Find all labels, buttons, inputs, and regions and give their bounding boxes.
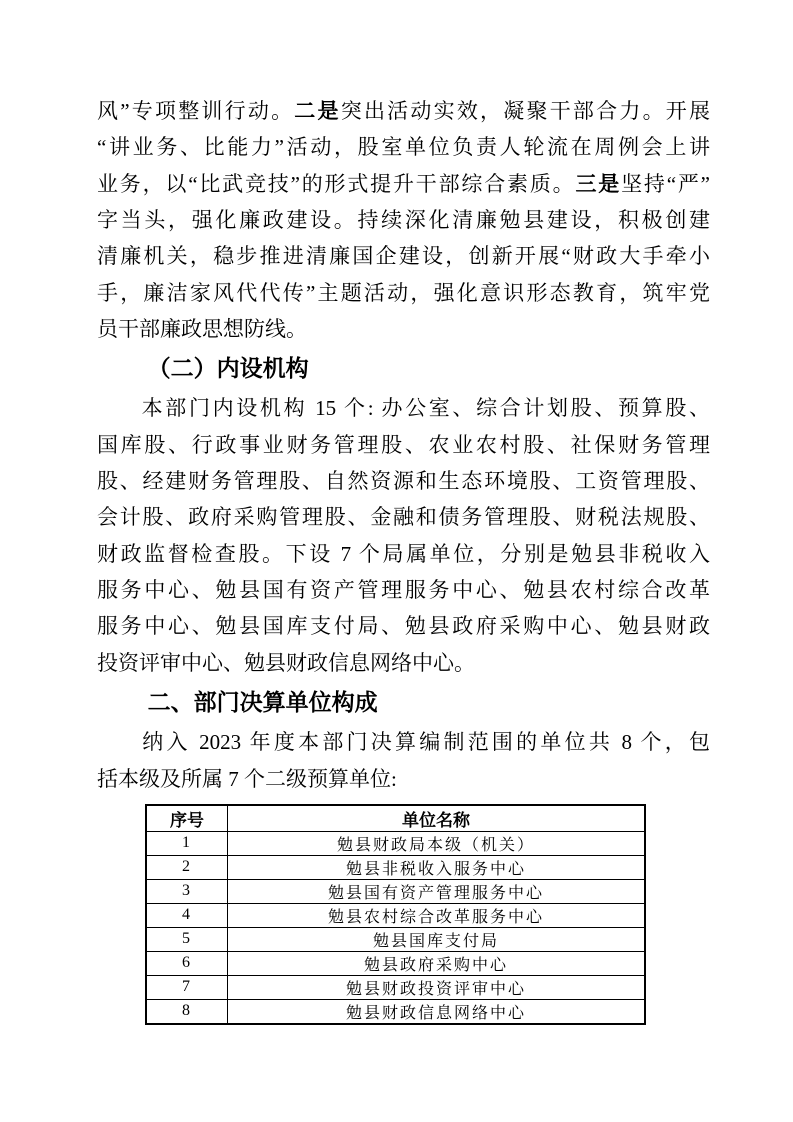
text-segment: 风”专项整训行动。 bbox=[97, 99, 295, 123]
cell-unit-name: 勉县财政局本级（机关） bbox=[228, 831, 646, 855]
paragraph-internal-org bbox=[97, 390, 710, 681]
text-segment: 字当头，强化廉政建设。持续深化清廉勉县建设，积极创建 bbox=[97, 208, 710, 233]
cell-serial-number: 3 bbox=[146, 879, 228, 903]
units-table-header-no: 序号 bbox=[146, 805, 228, 832]
text-segment: 会计股、政府采购管理股、金融和债务管理股、财税法规股、 bbox=[97, 505, 710, 530]
text-segment: 国库股、行政事业财务管理股、农业农村股、社保财务管理 bbox=[97, 432, 710, 457]
text-line bbox=[97, 536, 710, 572]
text-line bbox=[97, 275, 710, 311]
text-line bbox=[97, 761, 710, 797]
text-segment: 股、经建财务管理股、自然资源和生态环境股、工资管理股、 bbox=[97, 469, 710, 494]
cell-unit-name: 勉县政府采购中心 bbox=[228, 951, 646, 975]
text-line bbox=[97, 238, 710, 274]
paragraph-unit-scope bbox=[97, 724, 710, 797]
text-segment: 服务中心、勉县国有资产管理服务中心、勉县农村综合改革 bbox=[97, 578, 710, 603]
text-line bbox=[97, 572, 710, 608]
units-table-body bbox=[146, 831, 645, 1024]
cell-unit-name: 勉县国库支付局 bbox=[228, 927, 646, 951]
text-line bbox=[97, 499, 710, 535]
paragraph-work-style bbox=[97, 93, 710, 347]
text-segment: 本部门内设机构 15 个: 办公室、综合计划股、预算股、 bbox=[139, 396, 710, 421]
text-segment: 突出活动实效，凝聚干部合力。开展 bbox=[340, 99, 710, 123]
text-line bbox=[97, 311, 710, 347]
table-row bbox=[146, 903, 645, 927]
bold-emphasis-text: 二是 bbox=[294, 99, 341, 123]
text-segment: 坚持“严” bbox=[621, 171, 710, 196]
text-line bbox=[97, 166, 710, 202]
text-segment: 纳入 2023 年度本部门决算编制范围的单位共 8 个，包 bbox=[139, 730, 710, 755]
cell-serial-number: 8 bbox=[146, 999, 228, 1024]
table-row bbox=[146, 879, 645, 903]
cell-unit-name: 勉县财政投资评审中心 bbox=[228, 975, 646, 999]
text-segment: 括本级及所属 7 个二级预算单位: bbox=[97, 766, 397, 791]
text-segment: 服务中心、勉县国库支付局、勉县政府采购中心、勉县财政 bbox=[97, 614, 710, 639]
cell-serial-number: 6 bbox=[146, 951, 228, 975]
text-line bbox=[97, 129, 710, 165]
text-line bbox=[97, 463, 710, 499]
cell-unit-name: 勉县非税收入服务中心 bbox=[228, 855, 646, 879]
text-line bbox=[97, 608, 710, 644]
cell-serial-number: 2 bbox=[146, 855, 228, 879]
units-table bbox=[145, 804, 646, 1025]
text-line bbox=[97, 427, 710, 463]
text-segment: 手，廉洁家风代代传”主题活动，强化意识形态教育，筑牢党 bbox=[97, 280, 710, 305]
text-line bbox=[97, 390, 710, 426]
text-line bbox=[97, 645, 710, 681]
cell-unit-name: 勉县国有资产管理服务中心 bbox=[228, 879, 646, 903]
text-segment: 投资评审中心、勉县财政信息网络中心。 bbox=[97, 650, 475, 675]
text-segment: 员干部廉政思想防线。 bbox=[97, 317, 307, 342]
cell-unit-name: 勉县财政信息网络中心 bbox=[228, 999, 646, 1024]
cell-serial-number: 4 bbox=[146, 903, 228, 927]
cell-serial-number: 7 bbox=[146, 975, 228, 999]
document-content bbox=[97, 93, 710, 1025]
units-table-head bbox=[146, 805, 645, 832]
table-row bbox=[146, 855, 645, 879]
heading-unit-composition: 二、部门决算单位构成 bbox=[147, 689, 378, 716]
cell-serial-number: 5 bbox=[146, 927, 228, 951]
table-row bbox=[146, 927, 645, 951]
text-line bbox=[97, 93, 710, 129]
heading-internal-org: （二）内设机构 bbox=[147, 356, 309, 382]
table-row bbox=[146, 999, 645, 1024]
text-segment: “讲业务、比能力”活动，股室单位负责人轮流在周例会上讲 bbox=[97, 135, 710, 160]
units-table-header-row bbox=[146, 805, 645, 832]
text-segment: 业务，以“比武竞技”的形式提升干部综合素质。 bbox=[97, 171, 576, 196]
text-segment: 清廉机关，稳步推进清廉国企建设，创新开展“财政大手牵小 bbox=[97, 244, 710, 269]
text-line bbox=[97, 724, 710, 760]
text-line bbox=[97, 202, 710, 238]
text-segment: 财政监督检查股。下设 7 个局属单位，分别是勉县非税收入 bbox=[97, 541, 710, 566]
units-table-header-name: 单位名称 bbox=[228, 805, 646, 832]
bold-emphasis-text: 三是 bbox=[575, 171, 622, 196]
table-row bbox=[146, 831, 645, 855]
cell-serial-number: 1 bbox=[146, 831, 228, 855]
cell-unit-name: 勉县农村综合改革服务中心 bbox=[228, 903, 646, 927]
table-row bbox=[146, 951, 645, 975]
table-row bbox=[146, 975, 645, 999]
